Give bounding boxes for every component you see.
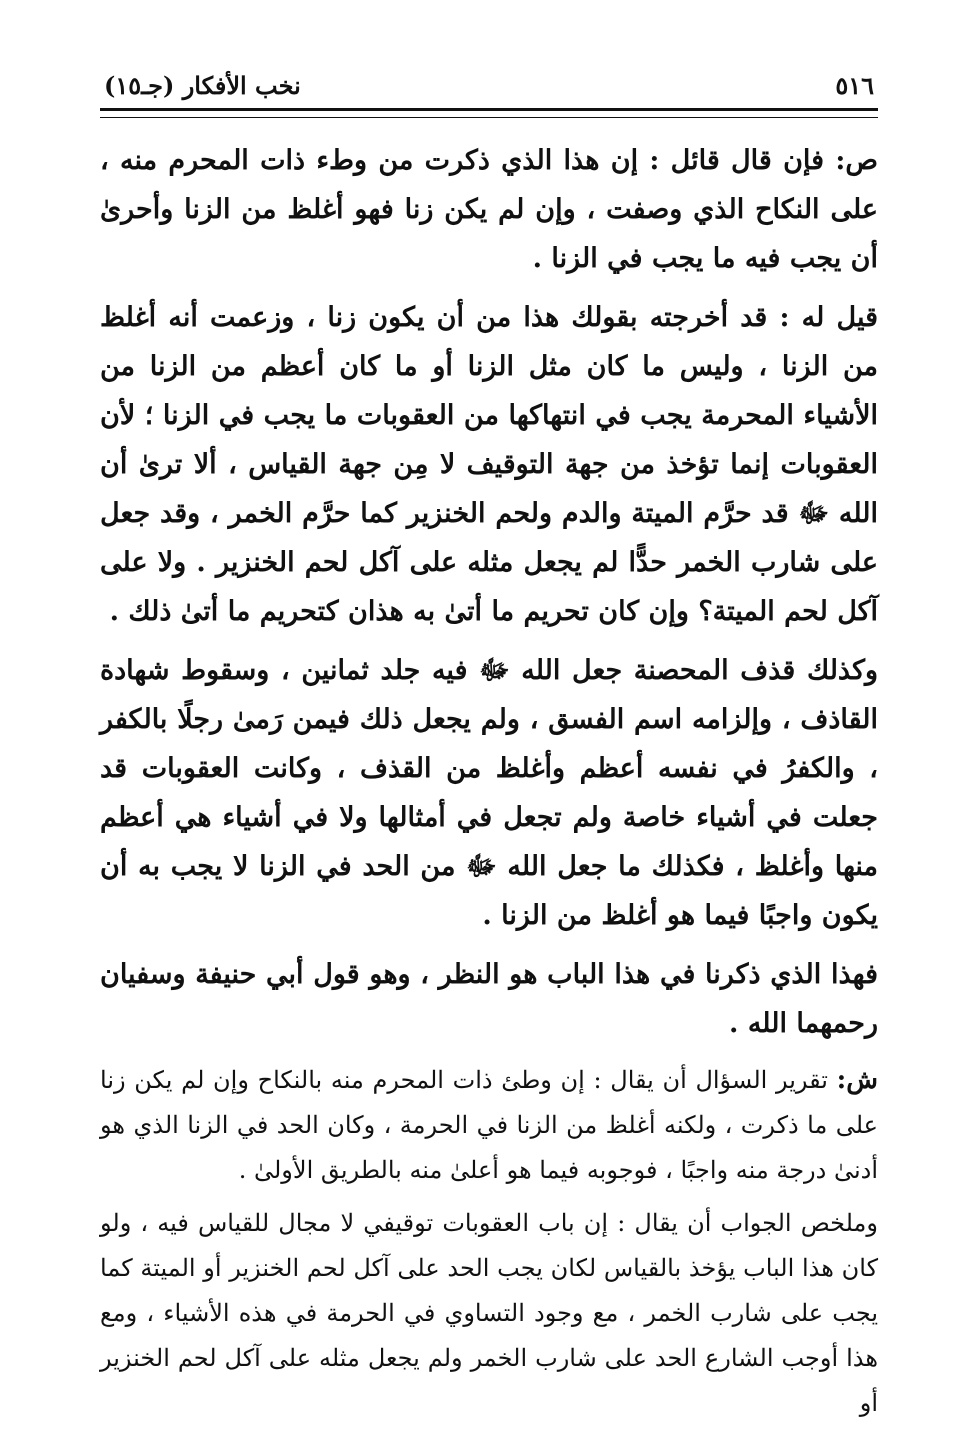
page-header	[100, 62, 878, 102]
matn-marker: ص:	[835, 145, 878, 176]
matn-paragraph-4	[100, 950, 878, 1048]
matn-text: وكذلك قذف المحصنة جعل الله ﷻ فيه جلد ثمانين ، وسقوط شهادة القاذف ، وإلزامه اسم الفسق ، ولم يجعل ذلك فيمن رَمىٰ رجلًا بالكفر ، والكفرُ في نفسه أعظم وأغلظ من القذف ، وكانت العقوبات قد جعلت في أشياء خاصة ولم تجعل في أمثالها ولا في أشياء هي أعظم منها وأغلظ ، فكذلك ما جعل الله ﷻ من الحد في الزنا لا يجب به أن يكون واجبًا فيما هو أغلظ من الزنا .	[100, 655, 878, 931]
page-number: ٥١٦	[835, 71, 874, 100]
matn-paragraph-2	[100, 293, 878, 636]
sharh-text: تقرير السؤال أن يقال : إن وطئ ذات المحرم منه بالنكاح وإن لم يكن زنا على ما ذكرت ، ولكنه أغلظ من الزنا في الحرمة ، وكان الحد في الزنا الذي هو أدنىٰ درجة منه واجبًا ، فوجوبه فيما هو أعلىٰ منه بالطريق الأولىٰ .	[100, 1066, 878, 1184]
sharh-paragraph-2	[100, 1201, 878, 1426]
book-page	[100, 62, 878, 1434]
sharh-marker: ش:	[836, 1065, 878, 1095]
matn-paragraph-1	[100, 136, 878, 283]
matn-text: فإن قال قائل : إن هذا الذي ذكرت من وطء ذات المحرم منه ، على النكاح الذي وصفت ، وإن لم يكن زنا فهو أغلظ من الزنا وأحرىٰ أن يجب فيه ما يجب في الزنا .	[100, 145, 878, 274]
sharh-text: وملخص الجواب أن يقال : إن باب العقوبات توقيفي لا مجال للقياس فيه ، ولو كان هذا الباب يؤخذ بالقياس لكان يجب الحد على آكل لحم الخنزير أو الميتة كما يجب على شارب الخمر ، مع وجود التساوي في الحرمة في هذه الأشياء ، ومع هذا أوجب الشارع الحد على شارب الخمر ولم يجعل مثله على آكل لحم الخنزير أو	[100, 1209, 879, 1417]
book-title: نخب الأفكار (جـ١٥)	[104, 71, 301, 100]
header-divider	[100, 108, 878, 118]
matn-paragraph-3	[100, 646, 878, 940]
matn-text: فهذا الذي ذكرنا في هذا الباب هو النظر ، وهو قول أبي حنيفة وسفيان رحمهما الله .	[100, 959, 878, 1039]
matn-text: قيل له : قد أخرجته بقولك هذا من أن يكون زنا ، وزعمت أنه أغلظ من الزنا ، وليس ما كان مثل الزنا أو ما كان أعظم من الزنا من الأشياء المحرمة يجب في انتهاكها من العقوبات ما يجب في الزنا ؛ لأن العقوبات إنما تؤخذ من جهة التوقيف لا مِن جهة القياس ، ألا ترىٰ أن الله ﷻ قد حرَّم الميتة والدم ولحم الخنزير كما حرَّم الخمر ، وقد جعل على شارب الخمر حدًّا لم يجعل مثله على آكل لحم الخنزير . ولا على آكل لحم الميتة؟ وإن كان تحريم ما أتىٰ به هذان كتحريم ما أتىٰ ذلك .	[100, 302, 878, 627]
sharh-paragraph-1	[100, 1058, 878, 1193]
